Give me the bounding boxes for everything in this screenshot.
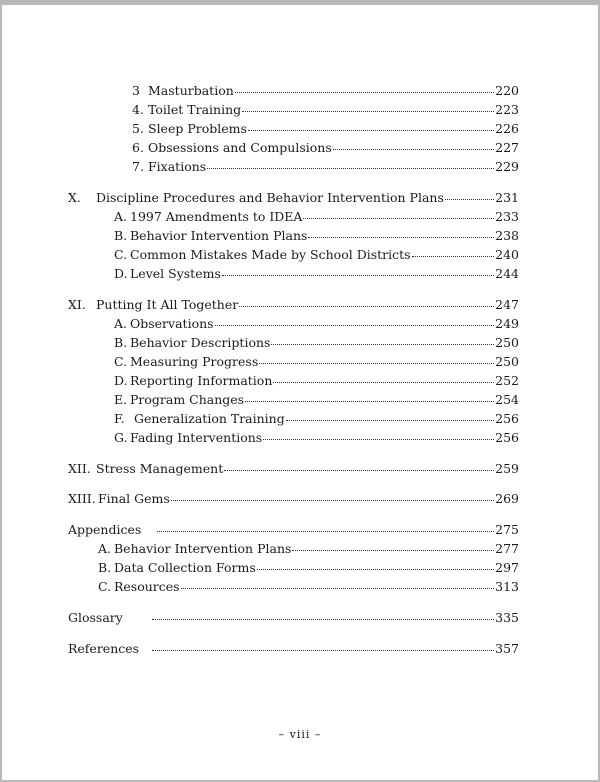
toc-entry-title: Obsessions and Compulsions — [148, 140, 332, 155]
toc-entry-page: 252 — [495, 373, 519, 388]
toc-entry-page: 256 — [495, 430, 519, 445]
dot-leader — [273, 381, 494, 383]
toc-entry-page: 220 — [495, 83, 519, 98]
toc-chapter-title: Final Gems — [98, 491, 170, 506]
dot-leader — [257, 568, 494, 570]
toc-chapter — [68, 461, 519, 476]
dot-leader — [303, 217, 494, 219]
toc-entry — [114, 247, 519, 262]
toc-entry-title: Measuring Progress — [130, 354, 259, 369]
toc-entry-title: Fixations — [148, 159, 207, 174]
dot-leader — [412, 255, 495, 257]
toc-entry-number: B. — [98, 560, 112, 575]
toc-entry-page: 240 — [495, 247, 519, 262]
toc-entry-title: 1997 Amendments to IDEA — [130, 209, 303, 224]
toc-entry-number: 5. — [132, 121, 144, 136]
toc-chapter-number: XII. — [68, 461, 91, 476]
toc-section-page: 275 — [495, 522, 519, 537]
table-of-contents — [2, 5, 598, 780]
toc-entry — [132, 83, 519, 98]
toc-chapter-page: 247 — [495, 297, 519, 312]
toc-entry-page: 249 — [495, 316, 519, 331]
dot-leader — [152, 649, 494, 651]
toc-entry-title: Behavior Descriptions — [130, 335, 271, 350]
toc-chapter-title: Stress Management — [96, 461, 224, 476]
dot-leader — [308, 236, 494, 238]
toc-entry — [98, 579, 519, 594]
toc-entry-number: C. — [114, 354, 128, 369]
toc-entry-number: 7. — [132, 159, 144, 174]
dot-leader — [445, 198, 494, 200]
toc-entry-number: D. — [114, 266, 128, 281]
toc-entry-number: D. — [114, 373, 128, 388]
toc-entry-page: 233 — [495, 209, 519, 224]
toc-entry — [114, 335, 519, 350]
toc-entry-page: 254 — [495, 392, 519, 407]
toc-entry-number: A. — [98, 541, 112, 556]
dot-leader — [222, 274, 494, 276]
toc-entry — [114, 209, 519, 224]
toc-chapter — [68, 190, 519, 205]
toc-entry-title: Common Mistakes Made by School Districts — [130, 247, 411, 262]
toc-entry — [114, 373, 519, 388]
dot-leader — [259, 362, 494, 364]
toc-entry — [98, 541, 519, 556]
dot-leader — [152, 618, 494, 620]
toc-entry-number: B. — [114, 335, 128, 350]
toc-chapter-page: 269 — [495, 491, 519, 506]
dot-leader — [181, 587, 495, 589]
toc-chapter-title: Putting It All Together — [96, 297, 239, 312]
toc-entry-number: 6. — [132, 140, 144, 155]
toc-section-title: Glossary — [68, 610, 123, 625]
toc-chapter-page: 259 — [495, 461, 519, 476]
dot-leader — [239, 305, 494, 307]
toc-entry-page: 244 — [495, 266, 519, 281]
toc-entry-title: Behavior Intervention Plans — [130, 228, 308, 243]
toc-entry — [114, 228, 519, 243]
toc-entry-page: 297 — [495, 560, 519, 575]
toc-section-page: 357 — [495, 641, 519, 656]
toc-entry-number: G. — [114, 430, 128, 445]
toc-entry-title: Resources — [114, 579, 180, 594]
toc-chapter-number: XI. — [68, 297, 86, 312]
toc-entry-number: C. — [98, 579, 112, 594]
toc-entry — [114, 411, 519, 426]
toc-entry — [114, 266, 519, 281]
toc-entry — [114, 392, 519, 407]
document-page — [2, 5, 598, 780]
toc-chapter-title: Discipline Procedures and Behavior Intervention Plans — [96, 190, 444, 205]
dot-leader — [215, 324, 495, 326]
toc-entry-title: Masturbation — [148, 83, 234, 98]
toc-entry-title: Program Changes — [130, 392, 245, 407]
dot-leader — [292, 549, 494, 551]
toc-entry-page: 250 — [495, 354, 519, 369]
toc-section-page: 335 — [495, 610, 519, 625]
toc-entry — [132, 121, 519, 136]
toc-entry-page: 313 — [495, 579, 519, 594]
toc-entry — [132, 159, 519, 174]
toc-chapter-number: X. — [68, 190, 81, 205]
dot-leader — [207, 167, 494, 169]
toc-entry-page: 238 — [495, 228, 519, 243]
toc-section-title: Appendices — [68, 522, 142, 537]
toc-chapter — [68, 491, 519, 506]
toc-entry-page: 256 — [495, 411, 519, 426]
toc-chapter — [68, 297, 519, 312]
toc-entry-title: Behavior Intervention Plans — [114, 541, 292, 556]
dot-leader — [271, 343, 494, 345]
toc-entry-title: Level Systems — [130, 266, 221, 281]
toc-entry — [132, 102, 519, 117]
toc-entry — [114, 430, 519, 445]
toc-section — [68, 610, 519, 625]
dot-leader — [235, 91, 494, 93]
toc-entry-page: 277 — [495, 541, 519, 556]
toc-entry-title: Generalization Training — [134, 411, 285, 426]
toc-entry-number: A. — [114, 316, 128, 331]
toc-entry-number: B. — [114, 228, 128, 243]
dot-leader — [333, 148, 494, 150]
dot-leader — [286, 419, 494, 421]
toc-entry-number: 3 — [132, 83, 140, 98]
toc-entry-title: Reporting Information — [130, 373, 273, 388]
dot-leader — [242, 110, 494, 112]
dot-leader — [248, 129, 494, 131]
toc-entry-number: A. — [114, 209, 128, 224]
toc-entry — [114, 316, 519, 331]
toc-entry-page: 226 — [495, 121, 519, 136]
toc-section-title: References — [68, 641, 140, 656]
toc-entry-page: 229 — [495, 159, 519, 174]
dot-leader — [245, 400, 494, 402]
toc-entry-number: C. — [114, 247, 128, 262]
toc-section — [68, 641, 519, 656]
toc-entry-title: Data Collection Forms — [114, 560, 256, 575]
toc-entry-number: 4. — [132, 102, 144, 117]
dot-leader — [171, 499, 494, 501]
toc-entry — [132, 140, 519, 155]
toc-entry-title: Sleep Problems — [148, 121, 247, 136]
toc-section — [68, 522, 519, 537]
toc-entry-title: Observations — [130, 316, 214, 331]
toc-chapter-page: 231 — [495, 190, 519, 205]
page-number-footer: – viii – — [278, 728, 322, 741]
toc-entry-number: E. — [114, 392, 128, 407]
toc-entry-page: 227 — [495, 140, 519, 155]
toc-chapter-number: XIII. — [68, 491, 96, 506]
toc-entry — [114, 354, 519, 369]
toc-entry-page: 250 — [495, 335, 519, 350]
toc-entry-title: Toilet Training — [148, 102, 242, 117]
toc-entry-number: F. — [114, 411, 125, 426]
toc-entry — [98, 560, 519, 575]
toc-entry-page: 223 — [495, 102, 519, 117]
toc-entry-title: Fading Interventions — [130, 430, 263, 445]
dot-leader — [224, 469, 494, 471]
dot-leader — [263, 438, 494, 440]
dot-leader — [157, 530, 494, 532]
